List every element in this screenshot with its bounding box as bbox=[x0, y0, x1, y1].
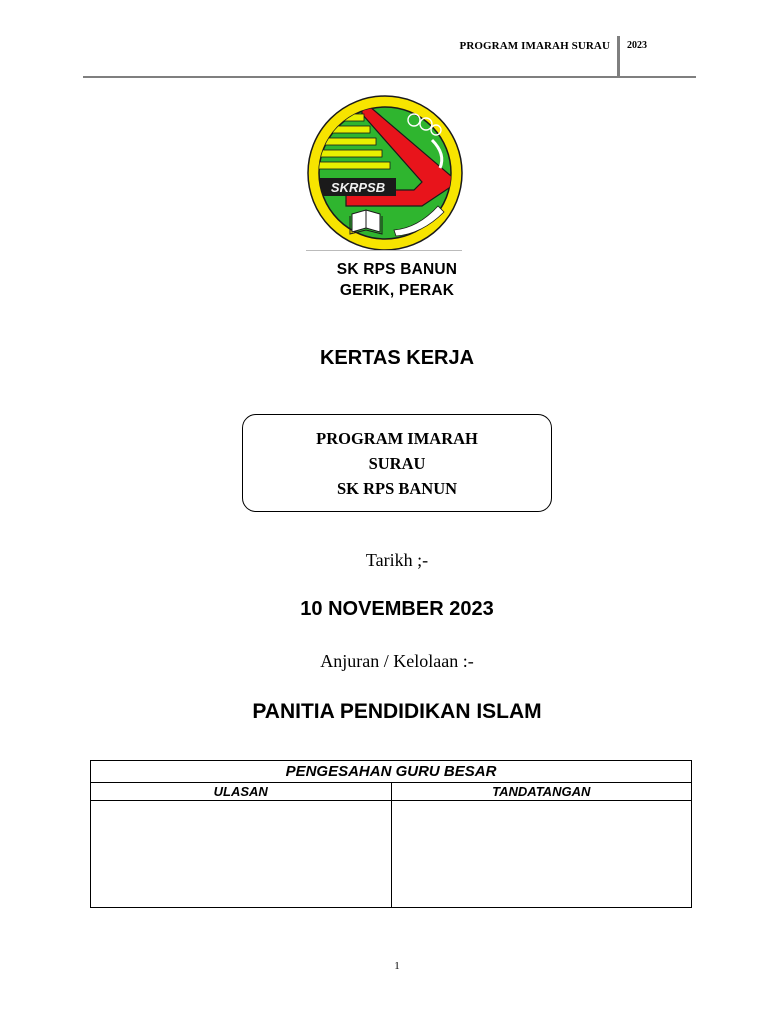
column-header-tandatangan: TANDATANGAN bbox=[391, 783, 692, 801]
organizer-name: PANITIA PENDIDIKAN ISLAM bbox=[252, 700, 542, 723]
header-divider-vertical bbox=[617, 36, 620, 77]
book-icon bbox=[350, 210, 382, 234]
school-location: GERIK, PERAK bbox=[339, 282, 455, 299]
signature-cell bbox=[391, 801, 692, 908]
logo-baseline bbox=[306, 250, 462, 251]
page-number: 1 bbox=[394, 960, 400, 972]
comment-cell bbox=[91, 801, 392, 908]
program-title-box bbox=[242, 414, 552, 512]
date-label: Tarikh ;- bbox=[365, 550, 429, 570]
school-name: SK RPS BANUN bbox=[336, 261, 458, 278]
header-title: PROGRAM IMARAH SURAU bbox=[459, 40, 610, 52]
header-year: 2023 bbox=[627, 40, 647, 51]
logo-banner-text: SKRPSB bbox=[330, 180, 386, 195]
program-title-line1: PROGRAM IMARAH bbox=[316, 428, 478, 448]
approval-table-title: PENGESAHAN GURU BESAR bbox=[91, 761, 692, 783]
approval-table bbox=[90, 760, 692, 908]
column-header-ulasan: ULASAN bbox=[91, 783, 392, 801]
document-type-heading: KERTAS KERJA bbox=[319, 347, 475, 369]
program-title-line2: SURAU bbox=[368, 453, 426, 473]
school-logo bbox=[306, 94, 464, 252]
program-title-line3: SK RPS BANUN bbox=[336, 478, 458, 498]
organizer-label: Anjuran / Kelolaan :- bbox=[320, 651, 474, 671]
header-divider-horizontal bbox=[83, 76, 696, 78]
program-date: 10 NOVEMBER 2023 bbox=[300, 598, 494, 620]
